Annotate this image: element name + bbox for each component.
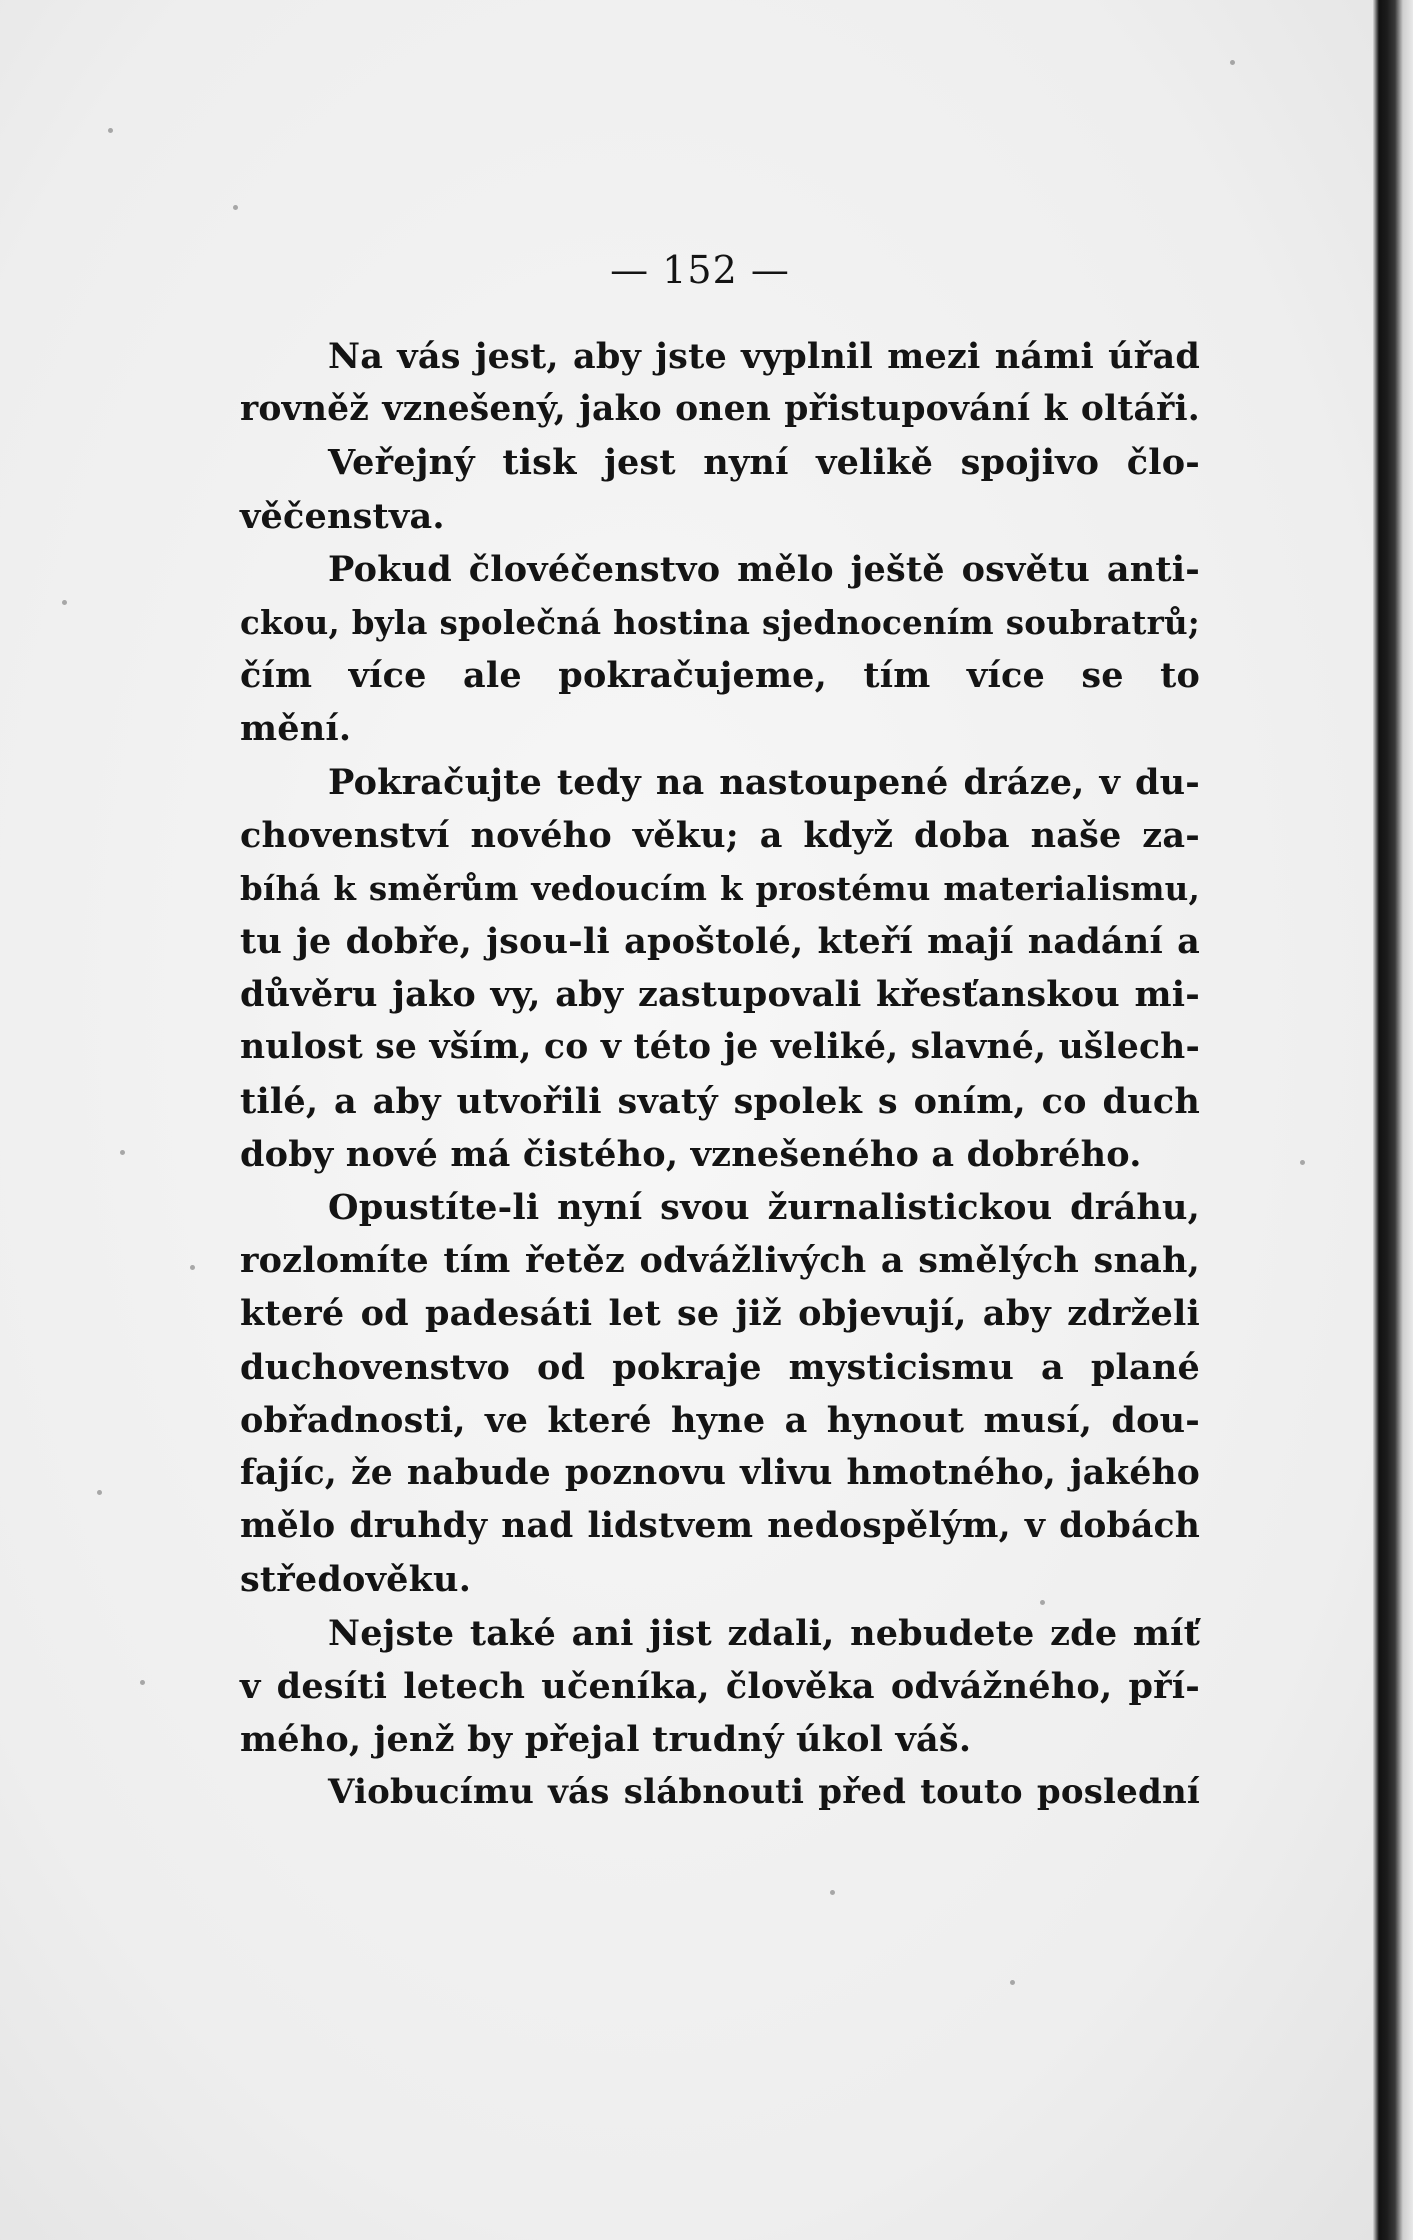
text-line: které od padesáti let se již objevují, aby zdrželi — [240, 1293, 1200, 1335]
text-line: Pokud človéčenstvo mělo ještě osvětu anti- — [328, 548, 1200, 590]
paper-speck — [1010, 1980, 1015, 1985]
paper-speck — [140, 1680, 145, 1685]
text-line: Pokračujte tedy na nastoupené dráze, v du- — [328, 761, 1200, 803]
paper-speck — [97, 1490, 102, 1495]
text-line: rovněž vznešený, jako onen přistupování k oltáři. — [240, 389, 1200, 430]
paper-speck — [108, 128, 113, 133]
page-binding-edge — [1373, 0, 1413, 2240]
paper-speck — [62, 600, 67, 605]
text-line: doby nové má čistého, vznešeného a dobrého. — [240, 1133, 1142, 1175]
paper-speck — [120, 1150, 125, 1155]
text-line: tilé, a aby utvořili svatý spolek s oním, co duch — [240, 1080, 1200, 1122]
page-number: — 152 — — [610, 248, 790, 292]
text-line: čím více ale pokračujeme, tím více se to — [240, 655, 1200, 697]
text-line: v desíti letech učeníka, člověka odvážného, pří- — [240, 1665, 1200, 1707]
text-line: mění. — [240, 708, 352, 750]
text-line: Opustíte-li nyní svou žurnalistickou dráhu, — [328, 1187, 1200, 1228]
paper-speck — [1300, 1160, 1305, 1165]
text-line: Viobucímu vás slábnouti před touto poslední — [328, 1772, 1200, 1813]
text-line: duchovenstvo od pokraje mysticismu a plané — [240, 1346, 1200, 1388]
text-line: obřadnosti, ve které hyne a hynout musí, dou- — [240, 1399, 1200, 1441]
text-line: bíhá k směrům vedoucím k prostému materialismu, — [240, 868, 1200, 908]
text-line: Veřejný tisk jest nyní velikě spojivo člo- — [328, 442, 1200, 484]
paper-speck — [1230, 60, 1235, 65]
paper-speck — [233, 205, 238, 210]
text-line: rozlomíte tím řetěz odvážlivých a smělých snah, — [240, 1240, 1200, 1282]
text-line: Nejste také ani jist zdali, nebudete zde míť — [328, 1612, 1200, 1654]
text-line: Na vás jest, aby jste vyplnil mezi námi úřad — [328, 336, 1200, 377]
text-line: ckou, byla společná hostina sjednocením soubratrů; — [240, 602, 1200, 642]
text-line: chovenství nového věku; a když doba naše za- — [240, 814, 1200, 856]
paper-speck — [830, 1890, 835, 1895]
paper-speck — [190, 1265, 195, 1270]
text-line: tu je dobře, jsou-li apoštolé, kteří mají nadání a — [240, 921, 1200, 963]
text-line: důvěru jako vy, aby zastupovali křesťanskou mi- — [240, 974, 1200, 1016]
text-line: mělo druhdy nad lidstvem nedospělým, v dobách — [240, 1506, 1200, 1547]
body-text — [240, 330, 1200, 1819]
text-line: nulost se vším, co v této je veliké, slavné, ušlech- — [240, 1027, 1200, 1068]
text-line: věčenstva. — [240, 495, 445, 537]
text-line: fajíc, že nabude poznovu vlivu hmotného, jakého — [240, 1452, 1200, 1493]
text-line: středověku. — [240, 1559, 472, 1601]
text-line: mého, jenž by přejal trudný úkol váš. — [240, 1718, 972, 1760]
